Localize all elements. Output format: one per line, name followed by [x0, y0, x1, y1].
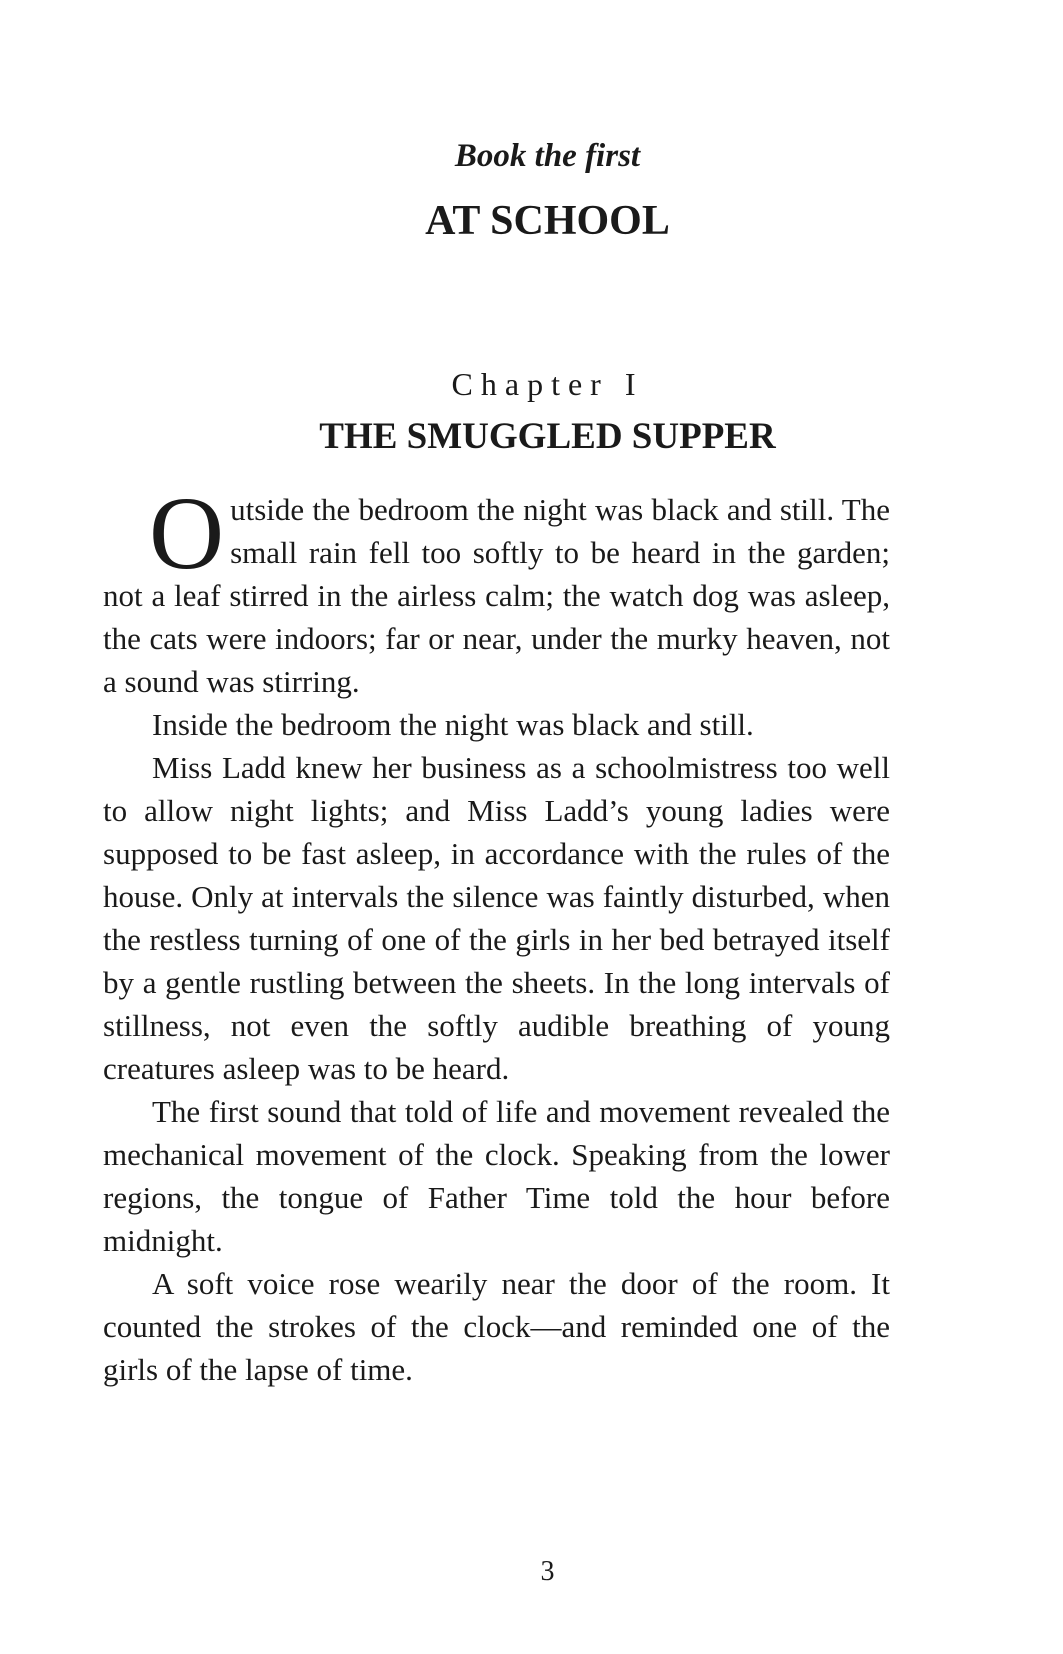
- chapter-title: THE SMUGGLED SUPPER: [319, 416, 776, 457]
- paragraph-5: A soft voice rose wearily near the door of the room. It counted the strokes of the clock—and reminded one of the girls of the lapse of time.: [103, 1266, 890, 1387]
- paragraph-4: The first sound that told of life and movement revealed the mechanical movement of the clock. Speaking from the lower regions, the tongue of Father Time told the hour before midnight.: [103, 1094, 890, 1258]
- book-title: AT SCHOOL: [425, 198, 670, 244]
- book-label: Book the first: [454, 138, 641, 174]
- paragraph-1: [103, 476, 890, 703]
- chapter-body: [103, 476, 890, 1391]
- paragraph-1-text: utside the bedroom the night was black and still. The small rain fell too softly to be heard in the garden; not a leaf stirred in the airless calm; the watch dog was asleep, the cats were indoors; far or near, under the murky heaven, not a sound was stirring.: [103, 492, 890, 699]
- drop-cap: O: [149, 476, 225, 591]
- paragraph-2: Inside the bedroom the night was black and still.: [152, 707, 754, 742]
- chapter-label: Chapter I: [451, 366, 644, 402]
- page-number: 3: [540, 1556, 555, 1587]
- paragraph-3: Miss Ladd knew her business as a schoolmistress too well to allow night lights; and Miss Ladd’s young ladies were supposed to be fast asleep, in accordance with the rules of the house. Only at intervals the silence was faintly disturbed, when the restless turning of one of the girls in her bed betrayed itself by a gentle rustling between the sheets. In the long intervals of stillness, not even the softly audible breathing of young creatures asleep was to be heard.: [103, 750, 890, 1086]
